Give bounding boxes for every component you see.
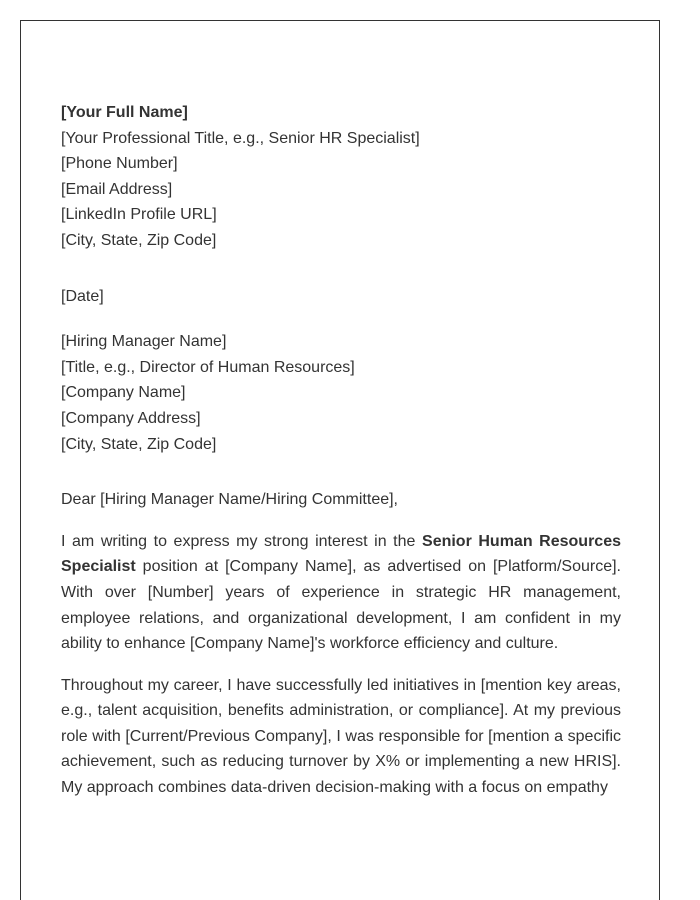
recipient-block [61, 329, 621, 457]
letter-content [61, 100, 621, 801]
sender-phone: [Phone Number] [61, 155, 178, 173]
recipient-address: [Company Address] [61, 409, 201, 427]
recipient-title: [Title, e.g., Director of Human Resources] [61, 358, 355, 376]
position-title: Senior Human Resources Specialist [61, 532, 622, 576]
sender-linkedin: [LinkedIn Profile URL] [61, 206, 217, 224]
letter-date: [Date] [61, 287, 104, 305]
recipient-location: [City, State, Zip Code] [61, 435, 217, 453]
recipient-name: [Hiring Manager Name] [61, 333, 227, 351]
paragraph-1-rest: position at [Company Name], as advertised on [Platform/Source]. With over [Number] years of experience in strategic HR management, employee relations, and organizational development, I am confident in my ability to enhance [Company Name]'s workforce efficiency and culture. [61, 558, 621, 653]
date-block [61, 284, 621, 310]
sender-email: [Email Address] [61, 180, 173, 198]
paragraph-1-intro: I am writing to express my strong interest in the [61, 532, 423, 550]
letter-page [20, 20, 660, 900]
salutation [61, 487, 621, 513]
body-paragraph-2: Throughout my career, I have successfully led initiatives in [mention key areas, e.g., talent acquisition, benefits administration, or compliance]. At my previous role with [Current/Previous Company], I was responsible for [mention a specific achievement, such as reducing turnover by X% or implementing a new HRIS]. My approach combines data-driven decision-making with a focus on empathy [61, 676, 621, 797]
sender-location: [City, State, Zip Code] [61, 231, 217, 249]
salutation-text: Dear [Hiring Manager Name/Hiring Committee], [61, 491, 398, 509]
recipient-company: [Company Name] [61, 384, 186, 402]
sender-name: [Your Full Name] [61, 104, 188, 121]
body-paragraph-1 [61, 529, 621, 657]
sender-title: [Your Professional Title, e.g., Senior HR Specialist] [61, 129, 420, 147]
sender-block [61, 100, 621, 254]
